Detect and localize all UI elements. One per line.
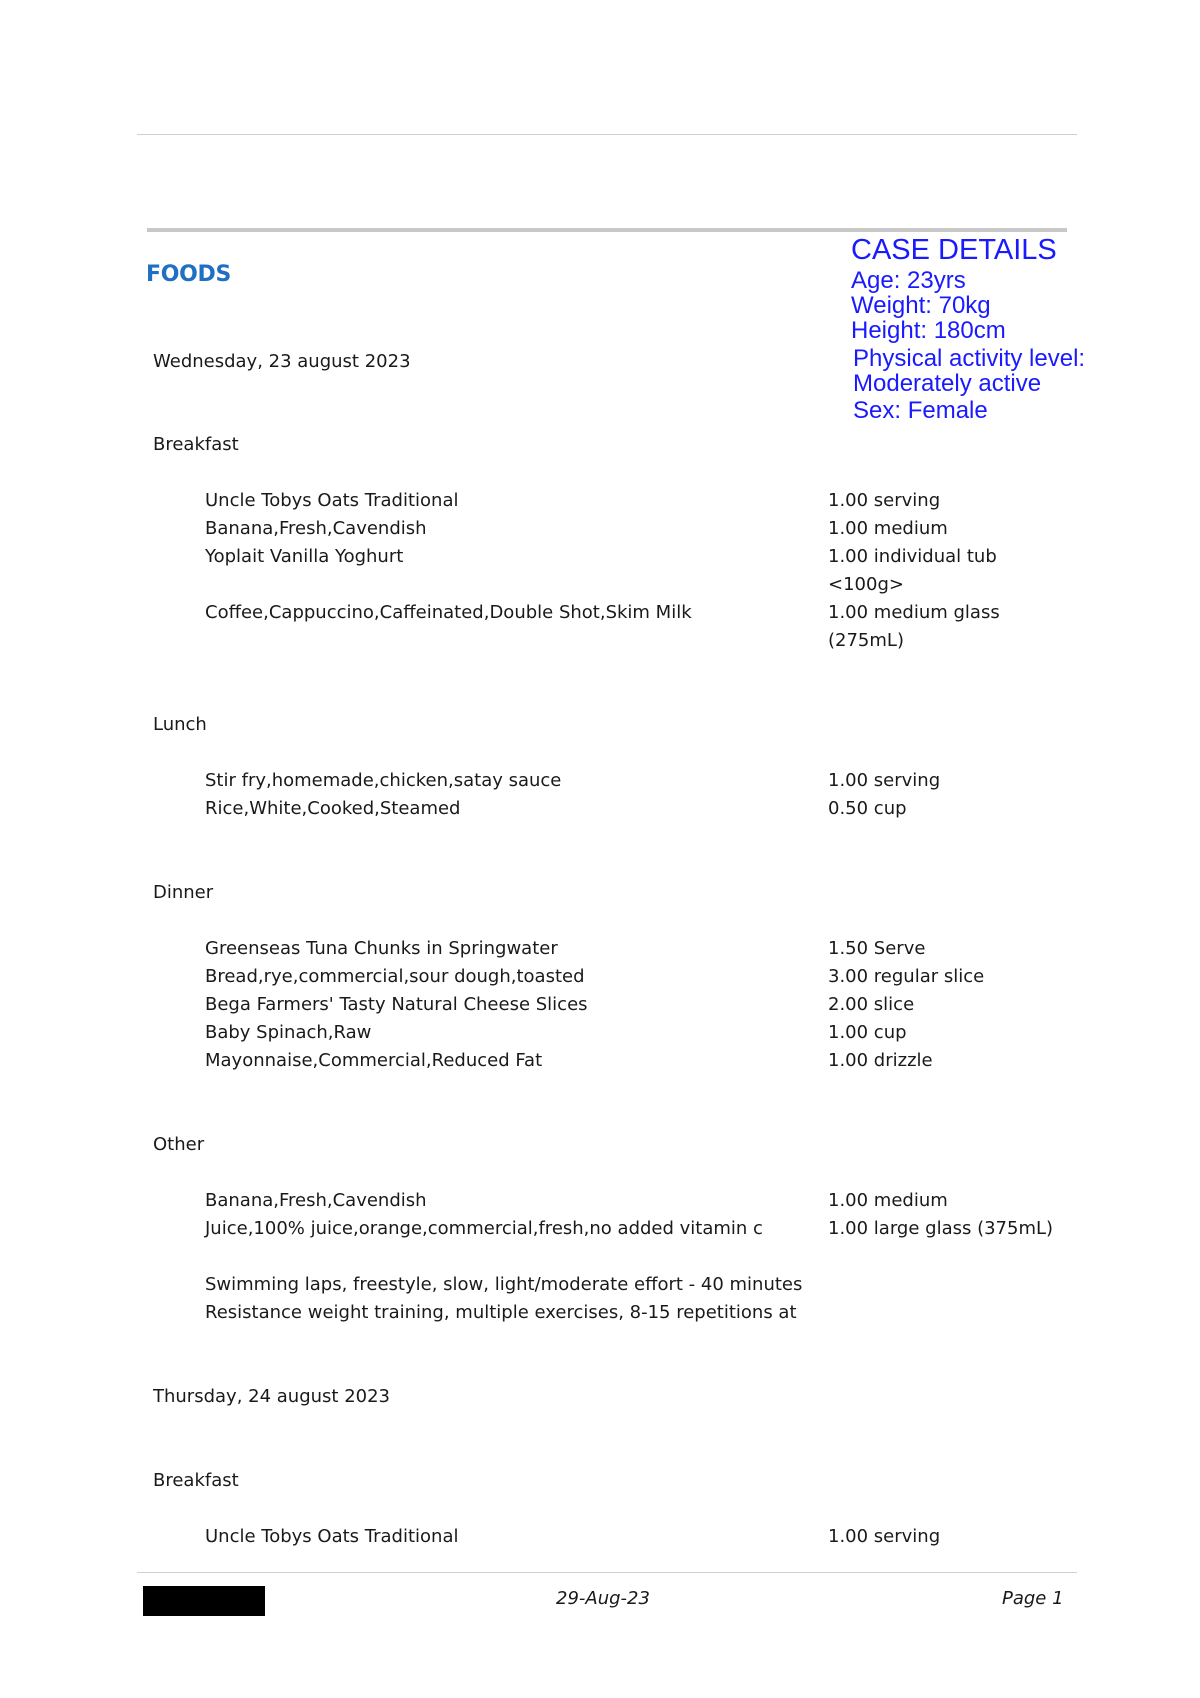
- food-item-name: Bread,rye,commercial,sour dough,toasted: [205, 966, 585, 987]
- footer-page-number: Page 1: [1002, 1588, 1064, 1609]
- food-item-qty: 3.00 regular slice: [828, 966, 985, 987]
- food-item-name: Juice,100% juice,orange,commercial,fresh,no added vitamin c: [205, 1218, 763, 1239]
- day2-breakfast-heading: Breakfast: [153, 1470, 239, 1491]
- food-item-name: Baby Spinach,Raw: [205, 1022, 372, 1043]
- redaction-box: [143, 1586, 265, 1616]
- day1-breakfast-heading: Breakfast: [153, 434, 239, 455]
- case-activity-label: Physical activity level:: [853, 345, 1086, 372]
- case-weight: Weight: 70kg: [851, 292, 991, 319]
- food-item-name: Yoplait Vanilla Yoghurt: [205, 546, 404, 567]
- food-item-qty-cont: <100g>: [828, 574, 904, 595]
- day1-lunch-heading: Lunch: [153, 714, 207, 735]
- case-age: Age: 23yrs: [851, 267, 966, 294]
- day1-other-heading: Other: [153, 1134, 205, 1155]
- food-item-qty: 2.00 slice: [828, 994, 915, 1015]
- food-item-qty: 1.00 serving: [828, 1526, 941, 1547]
- food-item-name: Stir fry,homemade,chicken,satay sauce: [205, 770, 562, 791]
- day2-date: Thursday, 24 august 2023: [153, 1386, 391, 1407]
- food-item-name: Banana,Fresh,Cavendish: [205, 1190, 427, 1211]
- case-sex: Sex: Female: [853, 397, 988, 424]
- case-details-title: CASE DETAILS: [851, 234, 1057, 266]
- activity-item: Resistance weight training, multiple exercises, 8-15 repetitions at: [205, 1302, 797, 1323]
- food-item-qty: 1.00 large glass (375mL): [828, 1218, 1054, 1239]
- day1-dinner-heading: Dinner: [153, 882, 214, 903]
- food-item-qty: 1.00 drizzle: [828, 1050, 933, 1071]
- case-details-panel: [851, 236, 1085, 423]
- activity-item: Swimming laps, freestyle, slow, light/moderate effort - 40 minutes: [205, 1274, 803, 1295]
- food-item-qty: 1.00 medium: [828, 518, 948, 539]
- food-item-name: Uncle Tobys Oats Traditional: [205, 490, 459, 511]
- food-item-qty: 1.00 serving: [828, 490, 941, 511]
- section-divider: [147, 228, 1067, 232]
- case-height: Height: 180cm: [851, 317, 1006, 344]
- food-item-name: Coffee,Cappuccino,Caffeinated,Double Shot,Skim Milk: [205, 602, 692, 623]
- footer-date: 29-Aug-23: [556, 1588, 650, 1609]
- food-item-name: Uncle Tobys Oats Traditional: [205, 1526, 459, 1547]
- header-divider: [137, 134, 1077, 135]
- food-item-qty: 1.00 cup: [828, 1022, 907, 1043]
- food-item-qty: 1.00 serving: [828, 770, 941, 791]
- section-title: FOODS: [146, 262, 232, 287]
- food-item-name: Mayonnaise,Commercial,Reduced Fat: [205, 1050, 543, 1071]
- food-item-qty: 1.00 individual tub: [828, 546, 997, 567]
- food-item-name: Bega Farmers' Tasty Natural Cheese Slices: [205, 994, 588, 1015]
- food-item-name: Banana,Fresh,Cavendish: [205, 518, 427, 539]
- food-item-qty-cont: (275mL): [828, 630, 904, 651]
- case-activity-value: Moderately active: [853, 370, 1042, 397]
- footer-divider: [137, 1572, 1077, 1573]
- food-item-qty: 1.50 Serve: [828, 938, 926, 959]
- food-item-qty: 1.00 medium glass: [828, 602, 1000, 623]
- food-item-qty: 0.50 cup: [828, 798, 907, 819]
- food-item-name: Rice,White,Cooked,Steamed: [205, 798, 461, 819]
- day1-date: Wednesday, 23 august 2023: [153, 351, 411, 372]
- food-item-name: Greenseas Tuna Chunks in Springwater: [205, 938, 558, 959]
- food-item-qty: 1.00 medium: [828, 1190, 948, 1211]
